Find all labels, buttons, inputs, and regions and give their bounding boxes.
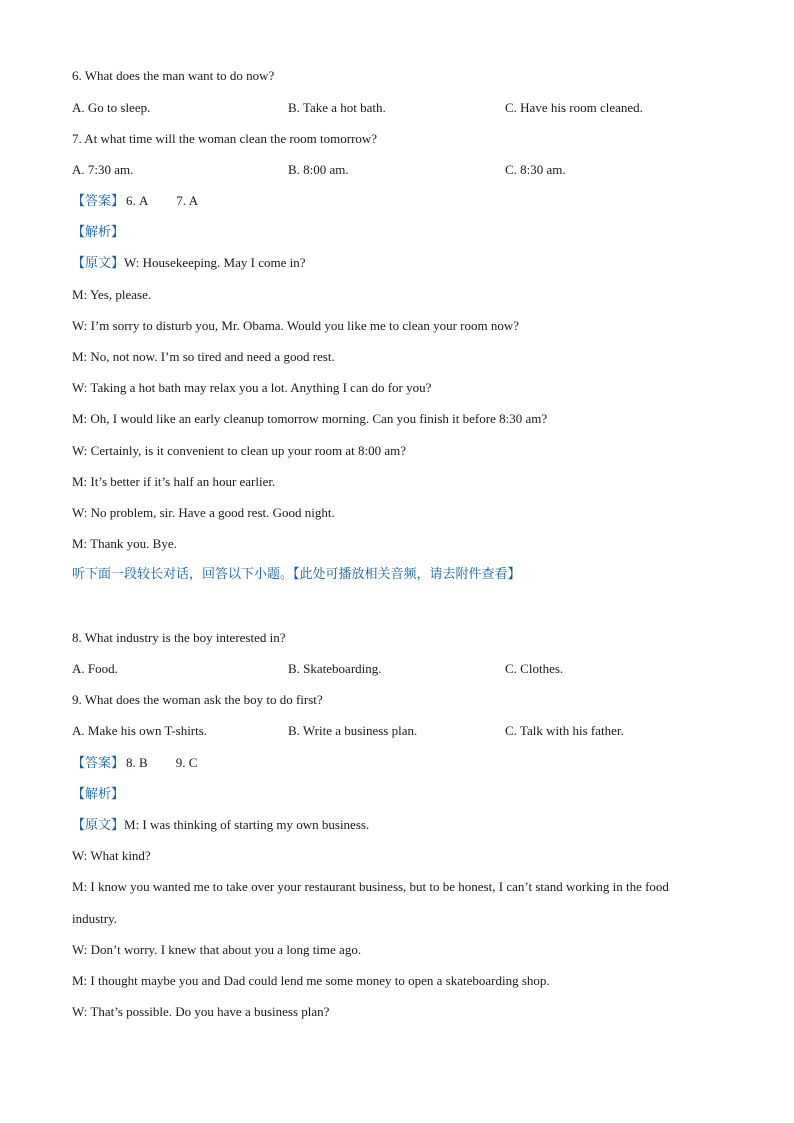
q6-option-b: B. Take a hot bath. (288, 100, 386, 115)
transcript-line: M: Thank you. Bye. (72, 536, 177, 551)
analysis-tag-2: 【解析】 (72, 786, 125, 801)
q6-option-c: C. Have his room cleaned. (505, 100, 643, 115)
transcript-text: W: Housekeeping. May I come in? (124, 255, 306, 270)
q9-option-b: B. Write a business plan. (288, 723, 418, 738)
answer-line-2 (72, 755, 197, 771)
question-7: 7. At what time will the woman clean the room tomorrow? (72, 131, 378, 146)
q7-option-b: B. 8:00 am. (288, 162, 349, 177)
transcript-line: W: Certainly, is it convenient to clean up your room at 8:00 am? (72, 443, 407, 458)
answer-tag: 【答案】 (72, 755, 125, 770)
transcript-line: M: Yes, please. (72, 287, 152, 302)
transcript2-line: W: What kind? (72, 848, 151, 863)
transcript2-line: M: I thought maybe you and Dad could lend me some money to open a skateboarding shop. (72, 973, 550, 988)
transcript-line: W: I’m sorry to disturb you, Mr. Obama. Would you like me to clean your room now? (72, 318, 520, 333)
transcript-line: M: No, not now. I’m so tired and need a good rest. (72, 349, 335, 364)
transcript2-line: industry. (72, 911, 118, 926)
q8-option-a: A. Food. (72, 661, 118, 676)
answer-line-1 (72, 193, 198, 209)
q7-option-a: A. 7:30 am. (72, 162, 134, 177)
question-9: 9. What does the woman ask the boy to do first? (72, 692, 323, 707)
q8-option-c: C. Clothes. (505, 661, 564, 676)
transcript-line: W: No problem, sir. Have a good rest. Good night. (72, 505, 335, 520)
transcript-line: M: It’s better if it’s half an hour earlier. (72, 474, 276, 489)
transcript2-line: W: Don’t worry. I knew that about you a long time ago. (72, 942, 362, 957)
q8-option-b: B. Skateboarding. (288, 661, 382, 676)
transcript-line: W: Taking a hot bath may relax you a lot. Anything I can do for you? (72, 380, 432, 395)
analysis-tag-1: 【解析】 (72, 224, 125, 239)
transcript2-line: M: I know you wanted me to take over your restaurant business, but to be honest, I can’t stand working in the food (72, 879, 669, 894)
transcript2-line: W: That’s possible. Do you have a business plan? (72, 1004, 330, 1019)
q7-option-c: C. 8:30 am. (505, 162, 566, 177)
transcript-line: M: Oh, I would like an early cleanup tomorrow morning. Can you finish it before 8:30 am? (72, 411, 548, 426)
transcript-line-first (72, 255, 305, 271)
transcript-tag: 【原文】 (72, 255, 125, 270)
transcript-tag: 【原文】 (72, 817, 125, 832)
answer-9: 9. C (175, 755, 198, 770)
transcript2-line-first (72, 817, 369, 833)
listening-instruction: 听下面一段较长对话，回答以下小题。【此处可播放相关音频，请去附件查看】 (72, 567, 521, 582)
answer-tag: 【答案】 (72, 193, 125, 208)
answer-7: 7. A (176, 193, 199, 208)
q6-option-a: A. Go to sleep. (72, 100, 151, 115)
answer-6: 6. A (126, 193, 149, 208)
q9-option-a: A. Make his own T-shirts. (72, 723, 208, 738)
q9-option-c: C. Talk with his father. (505, 723, 624, 738)
transcript-text: M: I was thinking of starting my own business. (124, 817, 370, 832)
question-6: 6. What does the man want to do now? (72, 68, 275, 83)
answer-8: 8. B (126, 755, 148, 770)
question-8: 8. What industry is the boy interested in? (72, 630, 286, 645)
